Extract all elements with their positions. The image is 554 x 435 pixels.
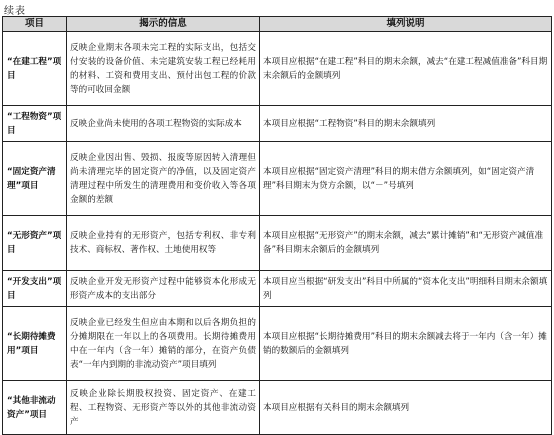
row-note: 本项目应当根据“研发支出”科目中所属的“资本化支出”明细科目期末余额填列 [260, 271, 552, 307]
row-item: “开发支出”项目 [3, 271, 67, 307]
row-item: “长期待摊费用”项目 [3, 307, 67, 381]
row-note: 本项目应根据有关科目的期末余额填列 [260, 381, 552, 435]
row-info: 反映企业期末各项未完工程的实际支出，包括交付安装的设备价值、未完建筑安装工程已经耗用的材料、工资和费用支出、预付出包工程的价款等的可收回金额 [67, 32, 260, 106]
header-item: 项目 [3, 17, 67, 32]
row-info: 反映企业开发无形资产过程中能够资本化形成无形资产成本的支出部分 [67, 271, 260, 307]
table-row [3, 106, 552, 142]
header-note: 填列说明 [260, 17, 552, 32]
row-info: 反映企业除长期股权投资、固定资产、在建工程、工程物资、无形资产等以外的其他非流动资产 [67, 381, 260, 435]
table-row [3, 142, 552, 216]
row-info: 反映企业因出售、毁损、报废等原因转入清理但尚未清理完毕的固定资产的净值，以及固定资产清理过程中所发生的清理费用和变价收入等各项金额的差额 [67, 142, 260, 216]
row-item: “固定资产清理”项目 [3, 142, 67, 216]
table-row [3, 381, 552, 435]
table-row [3, 271, 552, 307]
row-item: “无形资产”项目 [3, 216, 67, 271]
header-info: 揭示的信息 [67, 17, 260, 32]
balance-sheet-items-table [2, 16, 552, 435]
table-row [3, 32, 552, 106]
table-row [3, 307, 552, 381]
row-info: 反映企业持有的无形资产，包括专利权、非专利技术、商标权、著作权、土地使用权等 [67, 216, 260, 271]
row-info: 反映企业尚未使用的各项工程物资的实际成本 [67, 106, 260, 142]
row-info: 反映企业已经发生但应由本期和以后各期负担的分摊期限在一年以上的各项费用。长期待摊费用中在一年内（含一年）摊销的部分，在资产负债表“一年内到期的非流动资产”项目填列 [67, 307, 260, 381]
row-note: 本项目应根据“长期待摊费用”科目的期末余额减去将于一年内（含一年）摊销的数额后的金额填列 [260, 307, 552, 381]
table-caption: 续表 [4, 6, 26, 17]
table-row [3, 216, 552, 271]
row-item: “在建工程”项目 [3, 32, 67, 106]
table-header-row [3, 17, 552, 32]
row-note: 本项目应根据“无形资产”的期末余额，减去“累计摊销”和“无形资产减值准备”科目期末余额后的金额填列 [260, 216, 552, 271]
row-note: 本项目应根据“固定资产清理”科目的期末借方余额填列，如“固定资产清理”科目期末为贷方余额，以“－”号填列 [260, 142, 552, 216]
row-note: 本项目应根据“工程物资”科目的期末余额填列 [260, 106, 552, 142]
row-item: “工程物资”项目 [3, 106, 67, 142]
row-note: 本项目应根据“在建工程”科目的期末余额，减去“在建工程减值准备”科目期末余额后的金额填列 [260, 32, 552, 106]
row-item: “其他非流动资产”项目 [3, 381, 67, 435]
